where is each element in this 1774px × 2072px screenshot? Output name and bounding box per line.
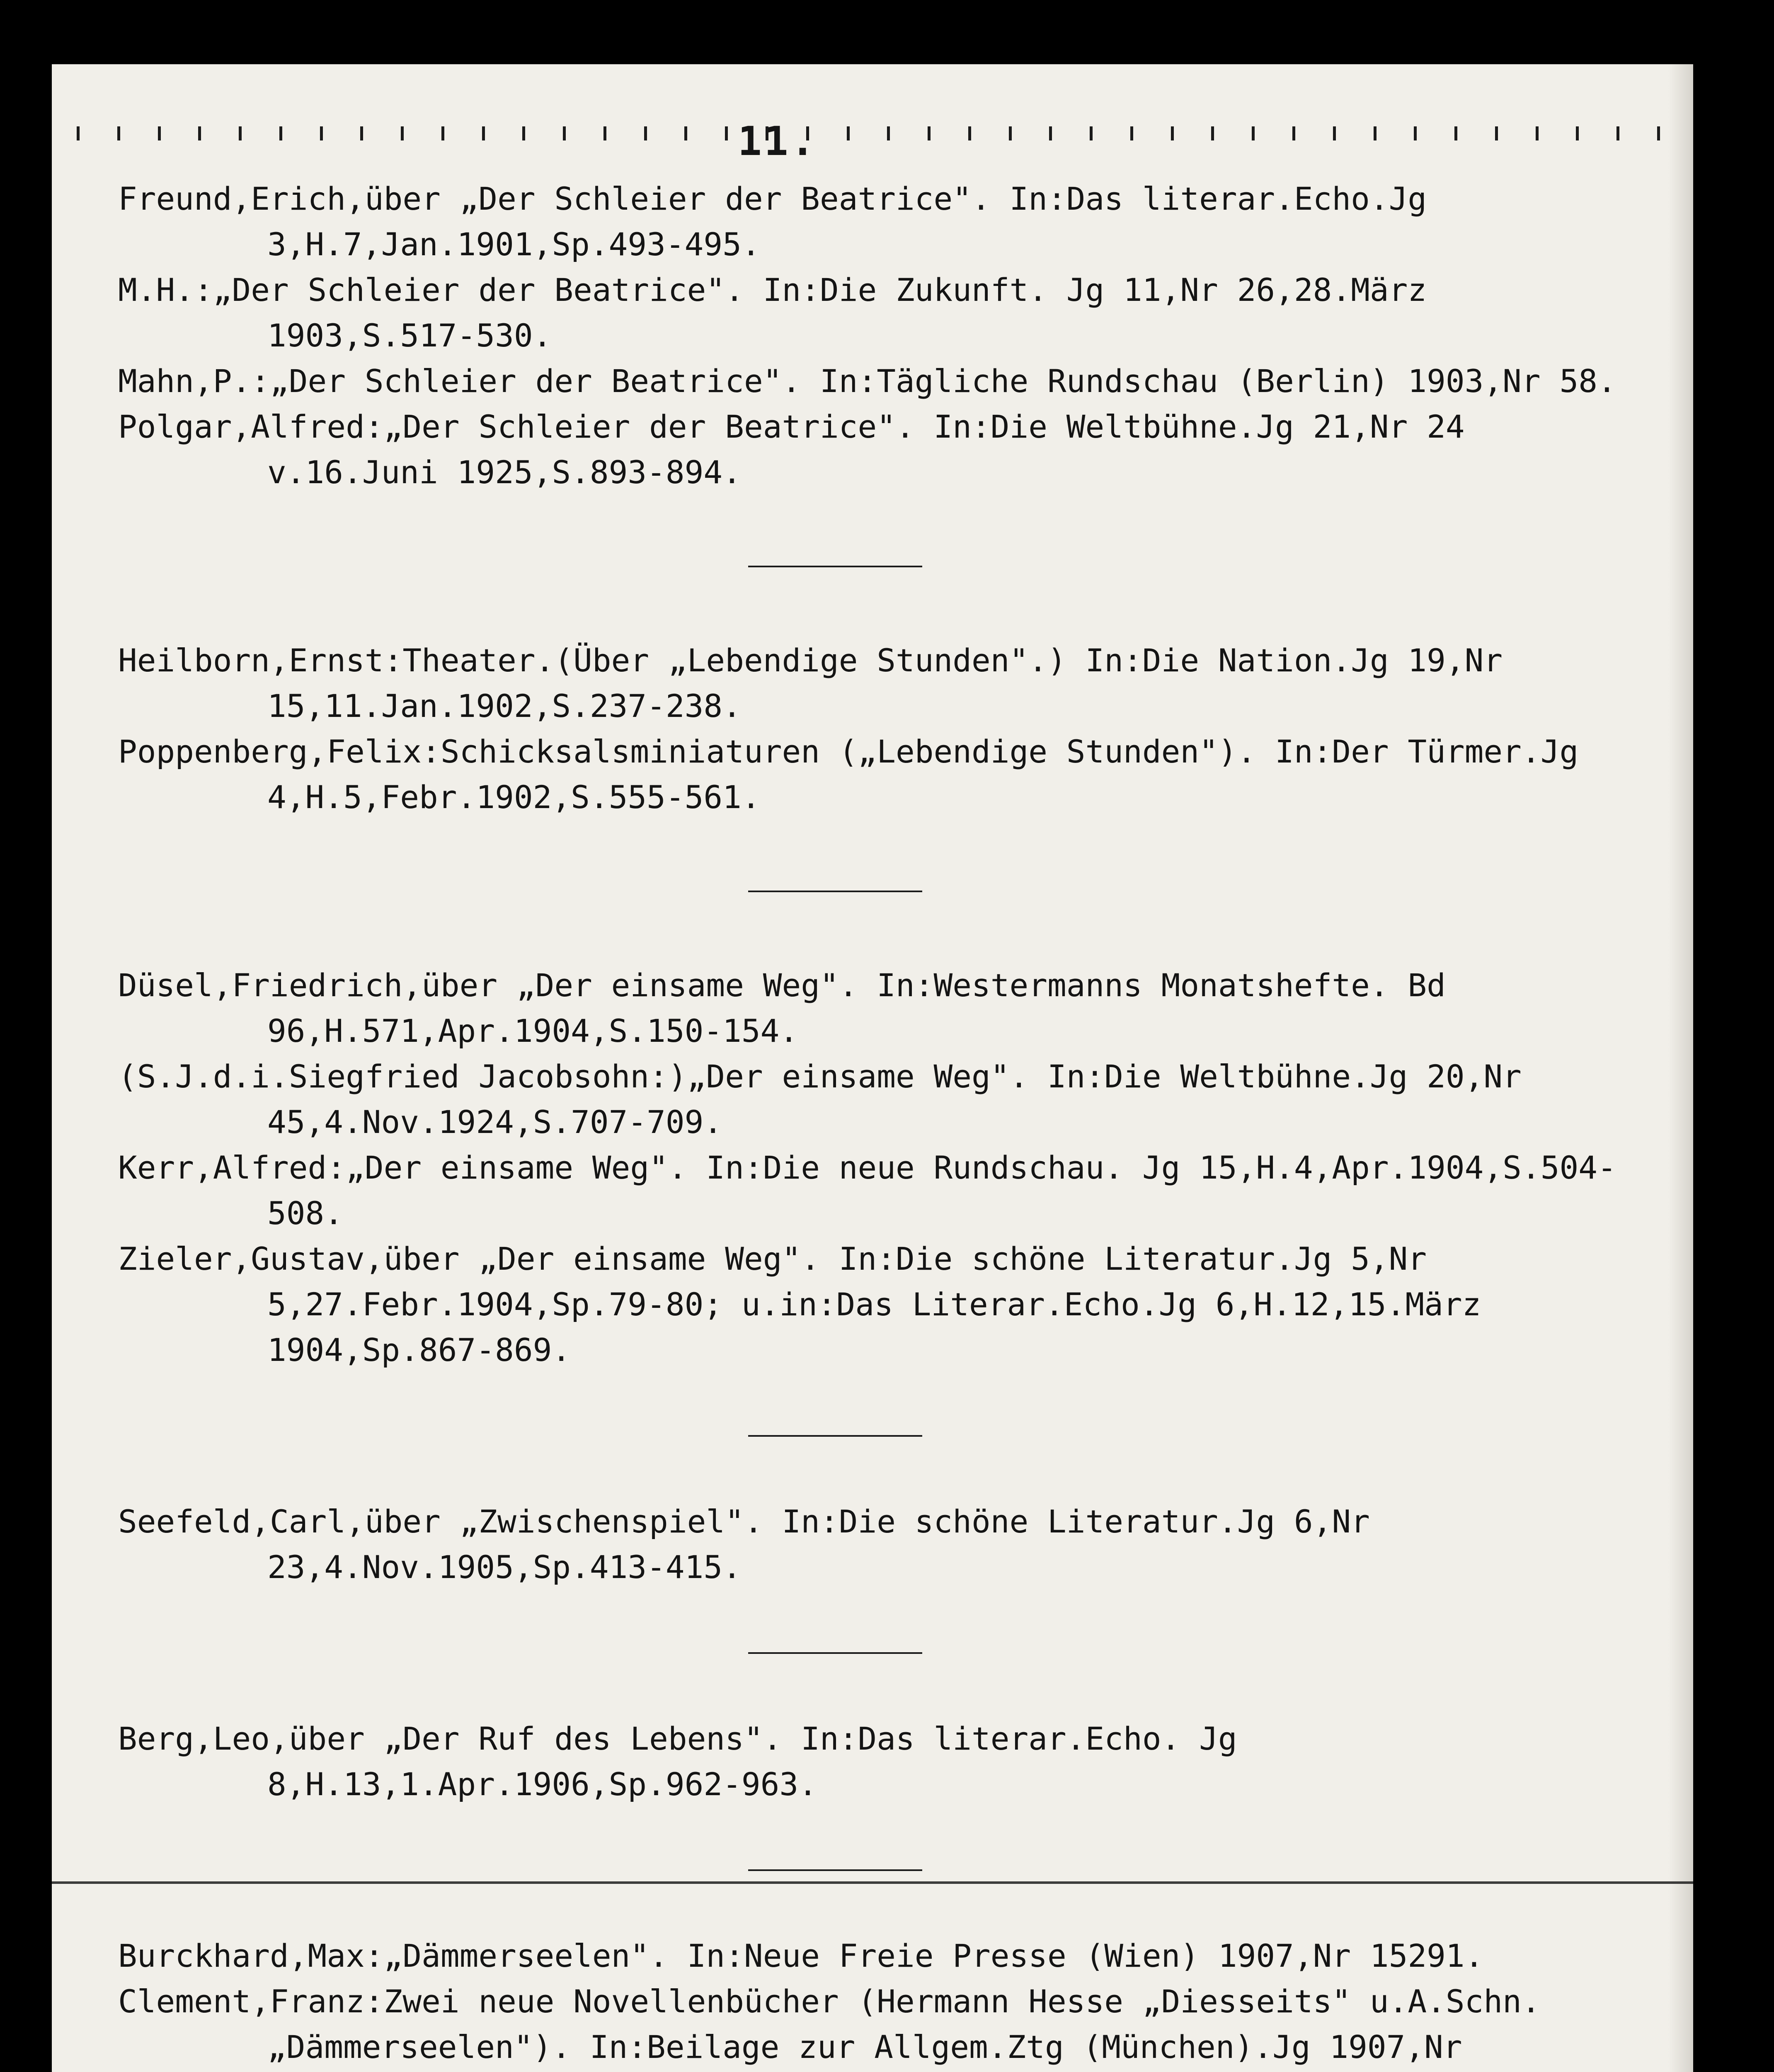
bibliography-entry: Clement,Franz:Zwei neue Novellenbücher (Hermann Hesse „Diesseits" u.A.Schn.„Dämmerseelen"). In:Beilage zur Allgem.Ztg (München).Jg 1907,Nr	[118, 1983, 1541, 2065]
section-divider	[748, 1869, 922, 1871]
section-daemmerseelen	[118, 1933, 1627, 2072]
bibliography-entry: Burckhard,Max:„Dämmerseelen". In:Neue Freie Presse (Wien) 1907,Nr 15291.	[118, 1937, 1484, 1974]
section-divider	[748, 1435, 922, 1437]
perforation-marks	[77, 126, 1660, 140]
section-einsame-weg	[118, 963, 1627, 1373]
bibliography-entry: Kerr,Alfred:„Der einsame Weg". In:Die neue Rundschau. Jg 15,H.4,Apr.1904,S.504-508.	[118, 1149, 1616, 1232]
bibliography-entry: Seefeld,Carl,über „Zwischenspiel". In:Die schöne Literatur.Jg 6,Nr 23,4.Nov.1905,Sp.413-415.	[118, 1503, 1389, 1585]
bibliography-entry: Düsel,Friedrich,über „Der einsame Weg". In:Westermanns Monatshefte. Bd 96,H.571,Apr.1904,S.150-154.	[118, 967, 1465, 1049]
bibliography-entry: Heilborn,Ernst:Theater.(Über „Lebendige Stunden".) In:Die Nation.Jg 19,Nr 15,11.Jan.1902,S.237-238.	[118, 642, 1522, 724]
bibliography-entry: Zieler,Gustav,über „Der einsame Weg". In:Die schöne Literatur.Jg 5,Nr 5,27.Febr.1904,Sp.79-80; u.in:Das Literar.Echo.Jg 6,H.12,15.März 1904,Sp.867-869.	[118, 1240, 1500, 1368]
section-divider	[748, 891, 922, 892]
page-number: 11.	[738, 118, 817, 165]
section-lebendige-stunden	[118, 638, 1627, 820]
bibliography-entry: (S.J.d.i.Siegfried Jacobsohn:)„Der einsame Weg". In:Die Weltbühne.Jg 20,Nr 45,4.Nov.1924,S.707-709.	[118, 1058, 1541, 1140]
section-schleier-der-beatrice	[118, 176, 1627, 495]
bibliography-entry: Berg,Leo,über „Der Ruf des Lebens". In:Das literar.Echo. Jg 8,H.13,1.Apr.1906,Sp.962-963.	[118, 1720, 1256, 1803]
section-zwischenspiel	[118, 1499, 1627, 1590]
section-ruf-des-lebens	[118, 1716, 1627, 1807]
bibliography-entry: Mahn,P.:„Der Schleier der Beatrice". In:Tägliche Rundschau (Berlin) 1903,Nr 58.	[118, 363, 1616, 399]
bibliography-entry: Poppenberg,Felix:Schicksalsminiaturen („Lebendige Stunden"). In:Der Türmer.Jg 4,H.5,Febr.1902,S.555-561.	[118, 733, 1597, 816]
bibliography-list	[118, 176, 1627, 2072]
section-divider	[748, 566, 922, 567]
bibliography-entry: Freund,Erich,über „Der Schleier der Beatrice". In:Das literar.Echo.Jg 3,H.7,Jan.1901,Sp.493-495.	[118, 180, 1446, 263]
section-divider	[748, 1652, 922, 1654]
bibliography-entry: M.H.:„Der Schleier der Beatrice". In:Die Zukunft. Jg 11,Nr 26,28.März 1903,S.517-530.	[118, 271, 1446, 354]
bibliography-entry: Polgar,Alfred:„Der Schleier der Beatrice". In:Die Weltbühne.Jg 21,Nr 24 v.16.Juni 1925,S.893-894.	[118, 408, 1484, 491]
page-edge-shadow	[1668, 64, 1693, 2072]
